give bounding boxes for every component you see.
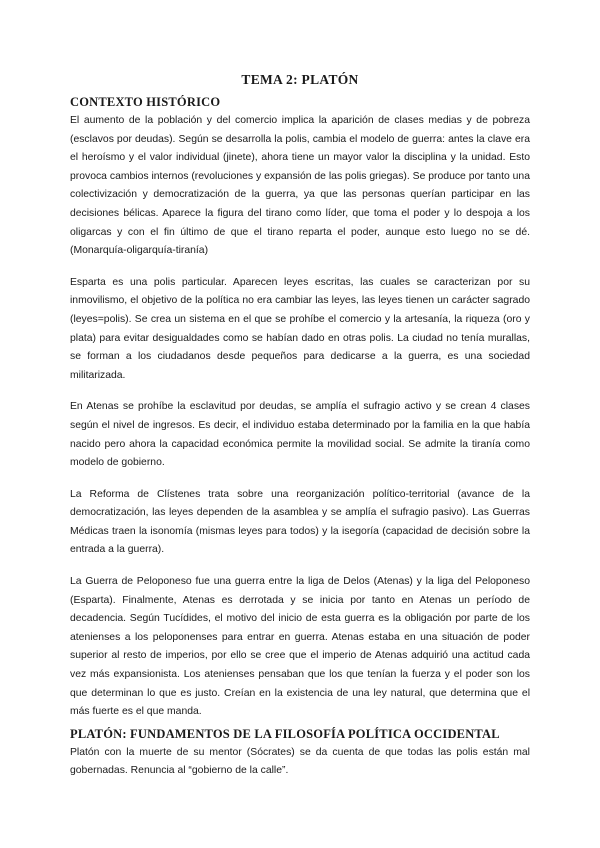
paragraph: Platón con la muerte de su mentor (Sócrates) se da cuenta de que todas las polis están mal gobernadas. Renuncia al “gobierno de la calle”. bbox=[70, 746, 530, 777]
paragraph: En Atenas se prohíbe la esclavitud por deudas, se amplía el sufragio activo y se crean 4 clases según el nivel de ingresos. Es decir, el individuo estaba determinado por la familia en la que había nacido pero ahora la capacidad económica permite la movilidad social. Se admite la tiranía como modelo de gobierno. bbox=[70, 401, 530, 469]
section-heading-contexto: CONTEXTO HISTÓRICO bbox=[70, 95, 221, 109]
section-heading-platon: PLATÓN: FUNDAMENTOS DE LA FILOSOFÍA POLÍTICA OCCIDENTAL bbox=[70, 726, 500, 741]
paragraph: La Reforma de Clístenes trata sobre una reorganización político-territorial (avance de la democratización, las leyes dependen de la asamblea y se amplía el sufragio pasivo). Las Guerras Médicas traen la isonomía (mismas leyes para todos) y la isegoría (capacidad de decisión sobre la entrada a la guerra). bbox=[70, 488, 530, 556]
document-page bbox=[70, 72, 530, 794]
paragraph: El aumento de la población y del comercio implica la aparición de clases medias y de pobreza (esclavos por deudas). Según se desarrolla la polis, cambia el modelo de guerra: antes la clave era el heroísmo y el valor individual (jinete), ahora tiene un mayor valor la disciplina y la unidad. Esto provoca cambios internos (revoluciones y expansión de las polis griegas). Se produce por tanto una colectivización y democratización de la guerra, ya que las personas querían participar en las decisiones bélicas. Aparece la figura del tirano como líder, que toma el poder y lo despoja a los oligarcas y con el fin último de que el tirano reparta el poder, aunque esto luego no se dé. (Monarquía-oligarquía-tiranía) bbox=[70, 115, 530, 257]
paragraph: La Guerra de Peloponeso fue una guerra entre la liga de Delos (Atenas) y la liga del Peloponeso (Esparta). Finalmente, Atenas es derrotada y se inicia por tanto en Atenas un período de decadencia. Según Tucídides, el motivo del inicio de esta guerra es la obligación por parte de los atenienses a los peloponenses para entrar en guerra. Atenas estaba en una situación de poder superior al resto de imperios, por ello se cree que el imperio de Atenas adquirió una actitud cada vez más expansionista. Los atenienses pensaban que los que tenían la fuerza y el poder son los que determinan lo que es justo. Creían en la existencia de una ley natural, que determina que el más fuerte es el que manda. bbox=[70, 576, 530, 718]
document-title: TEMA 2: PLATÓN bbox=[241, 72, 359, 87]
paragraph: Esparta es una polis particular. Aparecen leyes escritas, las cuales se caracterizan por su inmovilismo, el objetivo de la política no era cambiar las leyes, las leyes tienen un carácter sagrado (leyes=polis). Se crea un sistema en el que se prohíbe el comercio y la artesanía, la riqueza (oro y plata) para evitar desigualdades como se habían dado en otras polis. La ciudad no tenía murallas, se forman a los ciudadanos desde pequeños para dedicarse a la guerra, es una sociedad militarizada. bbox=[70, 276, 530, 381]
